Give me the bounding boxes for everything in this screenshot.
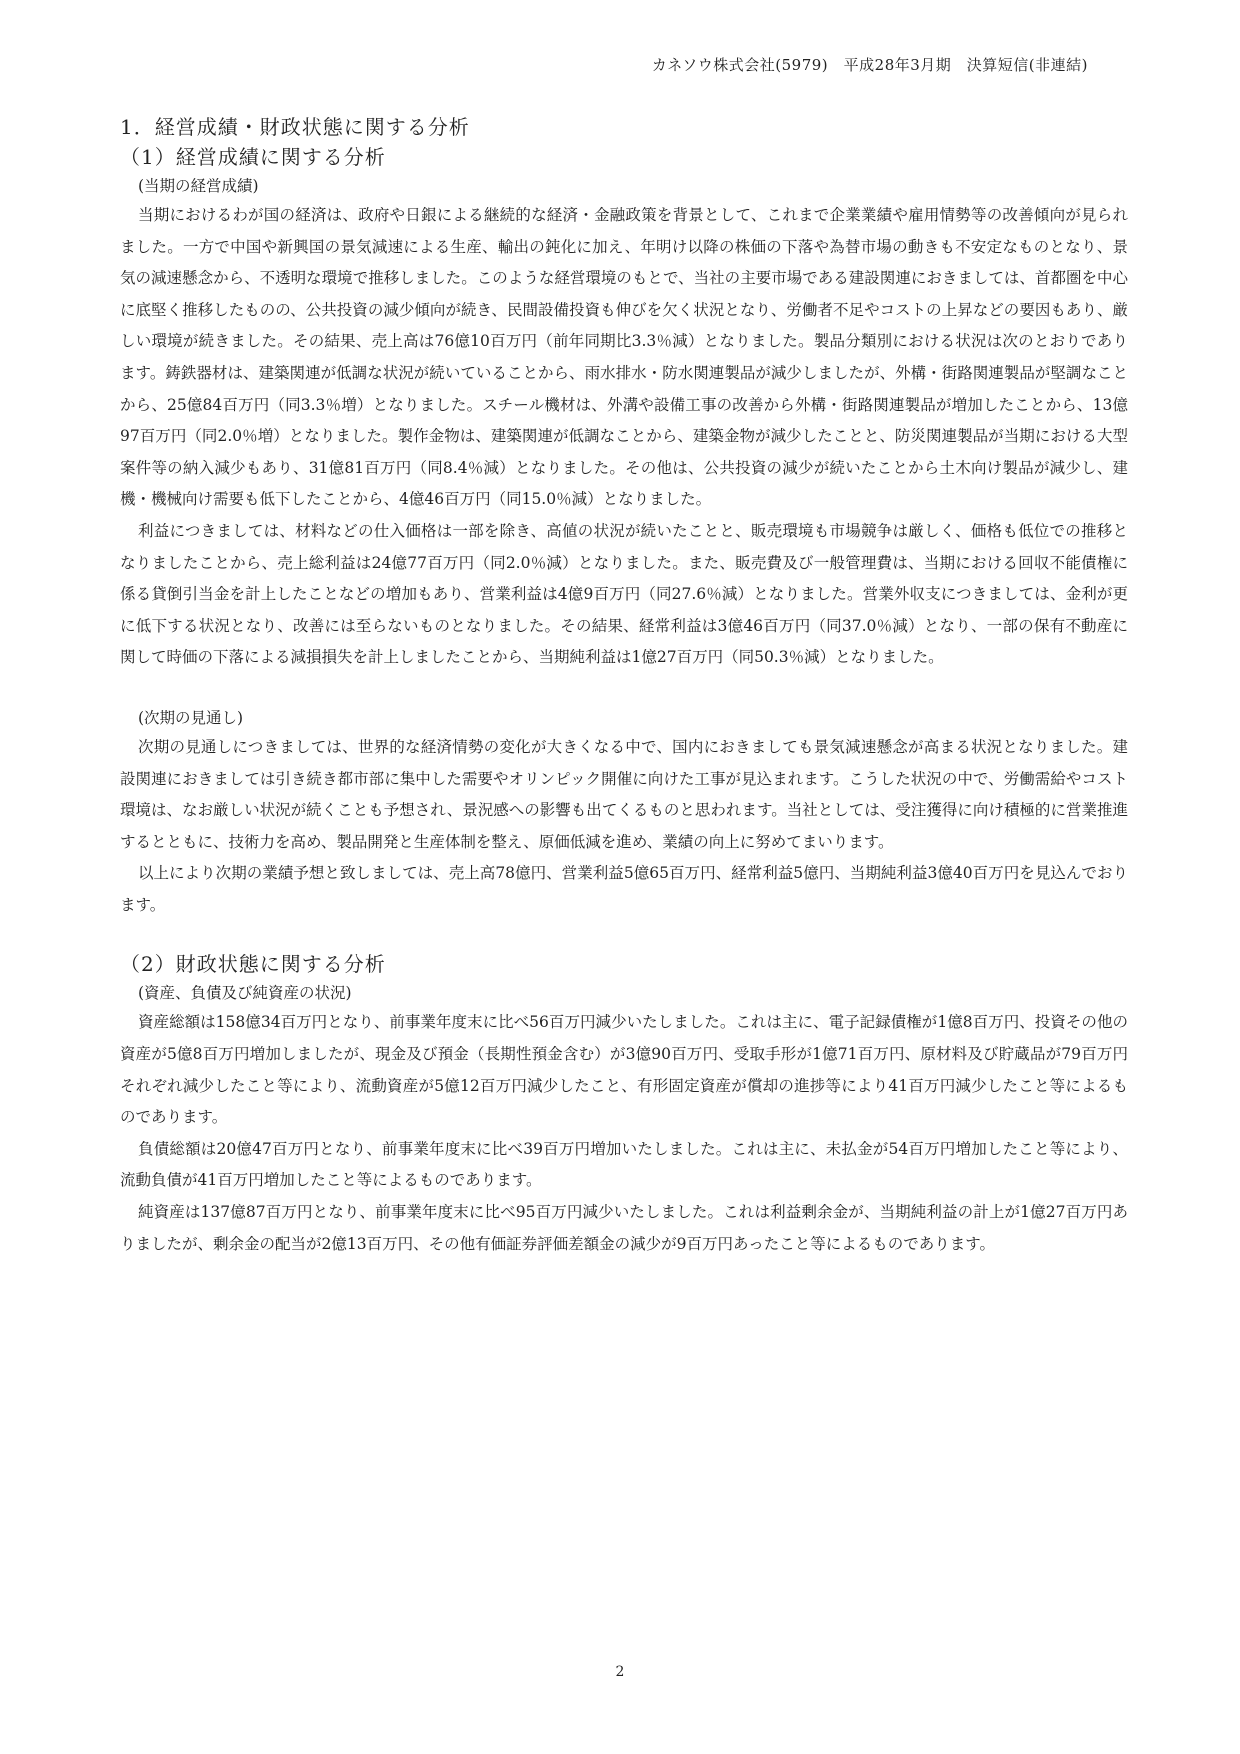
heading-outlook: (次期の見通し) bbox=[138, 708, 244, 727]
heading-assets-liabilities: (資産、負債及び純資産の状況) bbox=[138, 984, 352, 1003]
paragraph-current-results-sales: 当期におけるわが国の経済は、政府や日銀による継続的な経済・金融政策を背景として、これまで企業業績や雇用情勢等の改善傾向が見られました。一方で中国や新興国の景気減速による生産、輸出の鈍化に加え、年明け以降の株価の下落や為替市場の動きも不安定なものとなり、景気の減速懸念から、不透明な環境で推移しました。このような経営環境のもとで、当社の主要市場である建設関連におきましては、首都圏を中心に底堅く推移したものの、公共投資の減少傾向が続き、民間設備投資も伸びを欠く状況となり、労働者不足やコストの上昇などの要因もあり、厳しい環境が続きました。その結果、売上高は76億10百万円（前年同期比3.3％減）となりました。製品分類別における状況は次のとおりであります。鋳鉄器材は、建築関連が低調な状況が続いていることから、雨水排水・防水関連製品が減少しましたが、外構・街路関連製品が堅調なことから、25億84百万円（同3.3％増）となりました。スチール機材は、外溝や設備工事の改善から外構・街路関連製品が増加したことから、13億97百万円（同2.0％増）となりました。製作金物は、建築関連が低調なことから、建築金物が減少したことと、防災関連製品が当期における大型案件等の納入減少もあり、31億81百万円（同8.4％減）となりました。その他は、公共投資の減少が続いたことから土木向け製品が減少し、建機・機械向け需要も低下したことから、4億46百万円（同15.0％減）となりました。 bbox=[120, 206, 1128, 509]
subsection-title-financial-position: （2）財政状態に関する分析 bbox=[120, 952, 386, 977]
section-title: 1．経営成績・財政状態に関する分析 bbox=[120, 115, 470, 139]
paragraph-liabilities: 負債総額は20億47百万円となり、前事業年度末に比べ39百万円増加いたしました。これは主に、未払金が54百万円増加したこと等により、流動負債が41百万円増加したこと等によるものであります。 bbox=[120, 1139, 1128, 1190]
spacer bbox=[120, 921, 1128, 949]
paragraph-net-assets: 純資産は137億87百万円となり、前事業年度末に比べ95百万円減少いたしました。これは利益剰余金が、当期純利益の計上が1億27百万円ありましたが、剰余金の配当が2億13百万円、その他有価証券評価差額金の減少が9百万円あったこと等によるものであります。 bbox=[120, 1203, 1128, 1253]
document-header: カネソウ株式会社(5979) 平成28年3月期 決算短信(非連結) bbox=[651, 56, 1088, 74]
subsection-title-operating-results: （1）経営成績に関する分析 bbox=[120, 145, 386, 169]
paragraph-outlook: 次期の見通しにつきましては、世界的な経済情勢の変化が大きくなる中で、国内におきましても景気減速懸念が高まる状況となりました。建設関連におきましては引き続き都市部に集中した需要やオリンピック開催に向けた工事が見込まれます。こうした状況の中で、労働需給やコスト環境は、なお厳しい状況が続くことも予想され、景況感への影響も出てくるものと思われます。当社としては、受注獲得に向け積極的に営業推進するとともに、技術力を高め、製品開発と生産体制を整え、原価低減を進め、業績の向上に努めてまいります。 bbox=[120, 737, 1128, 851]
paragraph-forecast: 以上により次期の業績予想と致しましては、売上高78億円、営業利益5億65百万円、経常利益5億円、当期純利益3億40百万円を見込んでおります。 bbox=[120, 864, 1128, 914]
paragraph-current-results-profit: 利益につきましては、材料などの仕入価格は一部を除き、高値の状況が続いたことと、販売環境も市場競争は厳しく、価格も低位での推移となりましたことから、売上総利益は24億77百万円（同2.0％減）となりました。また、販売費及び一般管理費は、当期における回収不能債権に係る貸倒引当金を計上したことなどの増加もあり、営業利益は4億9百万円（同27.6％減）となりました。営業外収支につきましては、金利が更に低下する状況となり、改善には至らないものとなりました。その結果、経常利益は3億46百万円（同37.0％減）となり、一部の保有不動産に関して時価の下落による減損損失を計上しましたことから、当期純利益は1億27百万円（同50.3％減）となりました。 bbox=[120, 521, 1128, 667]
spacer bbox=[120, 674, 1128, 704]
heading-current-results: (当期の経営成績) bbox=[138, 177, 259, 195]
page-number: 2 bbox=[615, 1664, 625, 1680]
document-body bbox=[120, 112, 1128, 1260]
paragraph-assets: 資産総額は158億34百万円となり、前事業年度末に比べ56百万円減少いたしました。これは主に、電子記録債権が1億8百万円、投資その他の資産が5億8百万円増加しましたが、現金及び預金（長期性預金含む）が3億90百万円、受取手形が1億71百万円、原材料及び貯蔵品が79百万円それぞれ減少したこと等により、流動資産が5億12百万円減少したこと、有形固定資産が償却の進捗等により41百万円減少したこと等によるものであります。 bbox=[120, 1013, 1128, 1127]
